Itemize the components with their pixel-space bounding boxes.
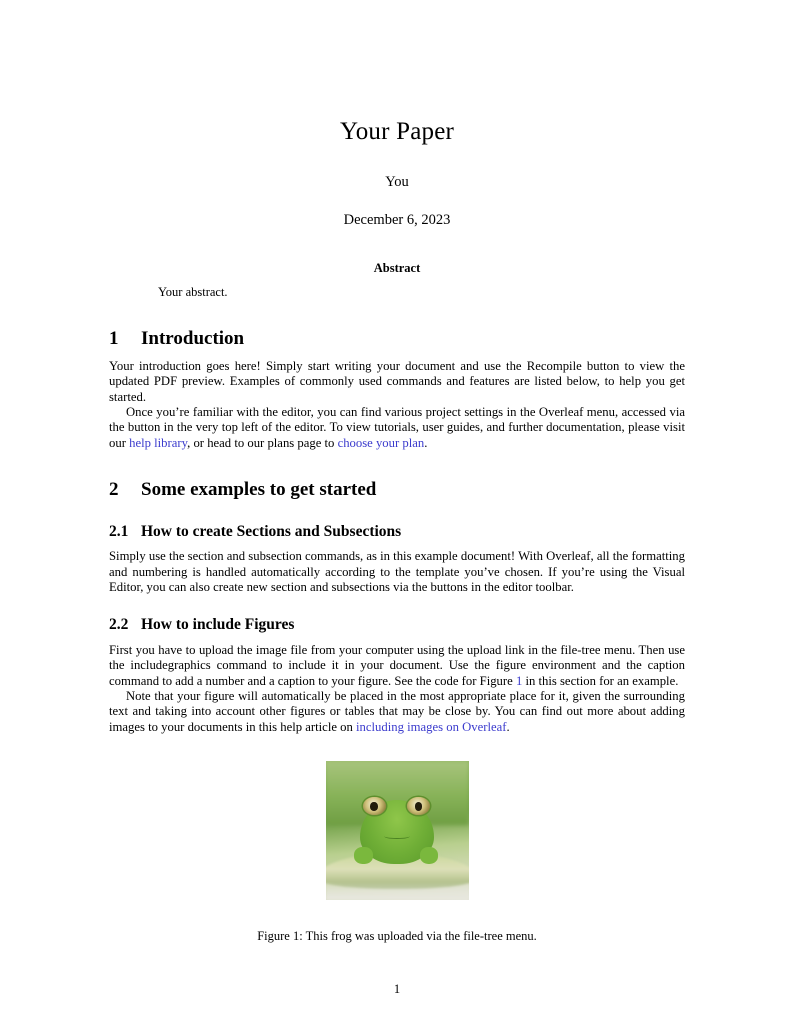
- figures-p1-text-b: in this section for an example.: [522, 673, 679, 688]
- intro-p2-text-c: .: [424, 435, 428, 450]
- subsection-title: How to create Sections and Subsections: [141, 522, 402, 540]
- image-background-bottom: [326, 881, 469, 900]
- page-number: 1: [393, 982, 401, 996]
- figures-p2-text-a: Note that your figure will automatically be placed in the most appropriate place for it, given the surrounding text and taking into account other figures or tables that may be close by. You can find out more about adding images to your documents in this help article on: [109, 689, 685, 734]
- intro-p2-text-b: , or head to our plans page to: [187, 435, 338, 450]
- figures-p2-text-b: .: [506, 719, 510, 734]
- abstract-heading: Abstract: [373, 261, 421, 275]
- intro-p2-text-a: Once you’re familiar with the editor, you can find various project settings in the Overleaf menu, accessed via the button in the very top left of the editor. To view tutorials, user guides, and further documentation, please visit our: [109, 404, 685, 450]
- page-content: [109, 0, 685, 944]
- frog-arm-left: [354, 847, 373, 864]
- frog-arm-right: [420, 847, 439, 864]
- abstract-text: Your abstract.: [158, 285, 228, 299]
- figures-p1-text-a: First you have to upload the image file from your computer using the upload link in the file-tree menu. Then use the includegraphics command to include it in your document. Use the figure environment and the caption command to add a number and a caption to your figure. See the code for Figure: [109, 643, 685, 688]
- frog-mouth: [384, 833, 409, 838]
- section-title: Introduction: [141, 328, 245, 349]
- help-library-link[interactable]: help library: [129, 435, 188, 450]
- choose-your-plan-link[interactable]: choose your plan: [337, 435, 425, 450]
- figure-caption: Figure 1: This frog was uploaded via the file-tree menu.: [257, 929, 537, 944]
- section-number: 2: [109, 478, 119, 500]
- date-line: December 6, 2023: [343, 212, 451, 228]
- page-title: Your Paper: [339, 118, 455, 145]
- subsection-number: 2.1: [109, 522, 129, 540]
- section-number: 1: [109, 328, 119, 349]
- frog-eye-left: [363, 797, 386, 815]
- intro-paragraph-1: Your introduction goes here! Simply start writing your document and use the Recompile button to view the updated PDF preview. Examples of commonly used commands and features are listed below, to help you get started.: [109, 358, 685, 404]
- frog-pupil-left: [370, 802, 377, 810]
- including-images-link[interactable]: including images on Overleaf: [356, 719, 507, 734]
- section-heading-examples: [109, 479, 685, 502]
- figure-block: [109, 761, 685, 944]
- frog-pupil-right: [415, 802, 422, 810]
- intro-paragraph-2: [109, 405, 685, 451]
- section-heading-introduction: [109, 328, 685, 351]
- author-line: You: [385, 174, 409, 190]
- subsection-heading-figures: [109, 616, 685, 635]
- frog-image: [326, 761, 469, 900]
- subsection-title: How to include Figures: [141, 616, 295, 634]
- figures-paragraph-2: [109, 689, 685, 735]
- figure-reference-link[interactable]: 1: [515, 673, 523, 688]
- subsection-number: 2.2: [109, 616, 129, 634]
- figures-paragraph-1: [109, 643, 685, 689]
- subsection-heading-sections: [109, 523, 685, 542]
- sections-paragraph: Simply use the section and subsection commands, as in this example document! With Overleaf, all the formatting and numbering is handled automatically according to the template you’ve chosen. If you’re using the Visual Editor, you can also create new section and subsections via the buttons in the editor toolbar.: [109, 549, 685, 595]
- section-title: Some examples to get started: [141, 478, 377, 500]
